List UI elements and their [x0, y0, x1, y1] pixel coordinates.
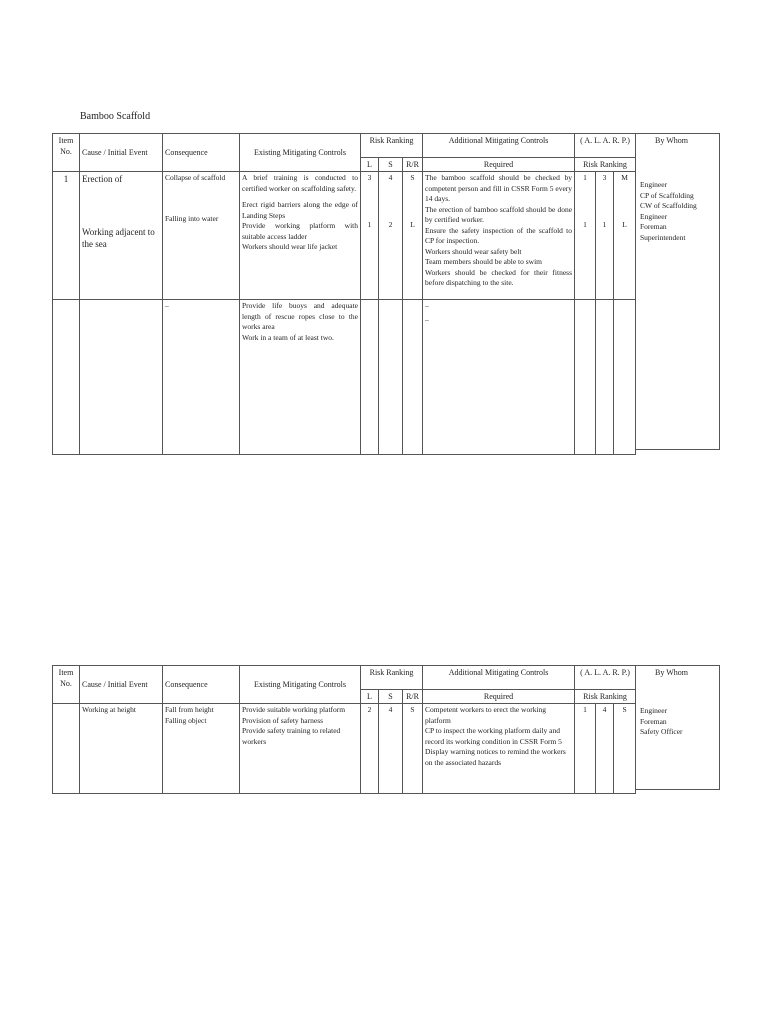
header-risk-ranking: Risk Ranking — [361, 666, 423, 690]
consequence-cell — [163, 172, 240, 300]
alarp-l: 1 — [575, 704, 596, 794]
by-whom-item: Engineer — [640, 706, 668, 715]
existing-control: Provide working platform with suitable access ladder — [242, 221, 358, 241]
existing-control: Provide suitable working platform — [242, 705, 346, 715]
consequence-item: Falling object — [165, 715, 207, 725]
existing-control: Erect rigid barriers along the edge of Landing Steps — [242, 200, 358, 220]
additional-control: Workers should wear safety belt — [425, 246, 522, 256]
cause-cell: Working at height — [80, 704, 163, 794]
additional-control: Workers should be checked for their fitness before dispatching to the site. — [425, 267, 573, 288]
by-whom-item: Safety Officer — [640, 727, 683, 736]
additional-control: Team members should be able to swim — [425, 257, 542, 267]
by-whom-item: Foreman — [640, 222, 667, 231]
existing-control: Provide life buoys and adequate length of rescue ropes close to the works area — [242, 301, 358, 332]
by-whom-header-1: By Whom — [655, 136, 688, 145]
cause-working-adjacent: Working adjacent to the sea — [82, 226, 155, 250]
header-rr: R/R — [403, 690, 423, 704]
additional-control: Ensure the safety inspection of the scaffold to CP for inspection. — [425, 225, 573, 246]
existing-control: Provide safety training to related workers — [242, 726, 341, 746]
by-whom-item: Engineer — [640, 211, 668, 221]
header-alarp: ( A. L. A. R. P.) — [575, 666, 636, 690]
table-1-right-border — [635, 133, 720, 450]
risk-rr: S — [403, 704, 423, 794]
header-existing: Existing Mitigating Controls — [240, 134, 361, 172]
risk-rr: S L — [403, 172, 423, 300]
alarp-l: 1 1 — [575, 172, 596, 300]
existing-control: Workers should wear life jacket — [242, 242, 338, 252]
header-risk-ranking: Risk Ranking — [361, 134, 423, 158]
header-risk-ranking-2: Risk Ranking — [575, 158, 636, 172]
header-risk-ranking-2: Risk Ranking — [575, 690, 636, 704]
existing-cell-continued — [240, 300, 361, 455]
item-no: 1 — [53, 172, 80, 300]
additional-control: CP to inspect the working platform daily and record its working condition in CSSR Form 5 — [425, 726, 562, 746]
consequence-falling-water: Falling into water — [165, 213, 219, 223]
additional-cell — [423, 704, 575, 794]
header-l: L — [361, 158, 379, 172]
cause-erection: Erection of — [82, 174, 123, 185]
by-whom-item: Superintendent — [640, 232, 686, 242]
header-consequence: Consequence — [163, 666, 240, 704]
header-l: L — [361, 690, 379, 704]
header-cause: Cause / Initial Event — [80, 666, 163, 704]
existing-control: Provision of safety harness — [242, 715, 324, 725]
additional-control: Competent workers to erect the working platform — [425, 705, 547, 725]
header-rr: R/R — [403, 158, 423, 172]
header-cause: Cause / Initial Event — [80, 134, 163, 172]
additional-control: The bamboo scaffold should be checked by competent person and fill in CSSR Form 5 every 14 days. — [425, 173, 573, 204]
header-consequence: Consequence — [163, 134, 240, 172]
header-additional: Additional Mitigating Controls — [423, 134, 575, 158]
by-whom-item: CW of Scaffolding — [640, 201, 697, 210]
header-existing: Existing Mitigating Controls — [240, 666, 361, 704]
by-whom-item: Foreman — [640, 716, 667, 726]
existing-control: A brief training is conducted to certified worker on scaffolding safety. — [242, 173, 358, 193]
additional-cell — [423, 172, 575, 300]
risk-table-1: Item No. Cause / Initial Event Consequence Existing Mitigating Controls Risk Ranking Additional Mitigating Controls ( A. L. A. R. P.) L S R/R Required Risk Ranking 1 Erection of Working adjacent to the sea Collapse of scaffold Falling into water A brief training is conducted to certified worker on scaffolding safety. Erect rigid barriers along the edge of Landing Steps Provide working platform with suitable access ladder Workers should wear life jacket 3 1 4 2 S L The bamboo scaffold should be checked by competent person and fill in CSSR Form 5 every 14 days. The erection of bamboo scaffold should be done by certified worker. Ensure the safety inspection of the scaffold to CP for inspection. Workers should wear safety belt Team members should be able to swim Workers should be checked for their fitness before dispatching to the site. 1 1 3 1 M L – Provide life buoys and adequate length of rescue ropes close to the works area Work in a team of at least two. – – — [52, 133, 636, 455]
risk-l: 2 — [361, 704, 379, 794]
header-alarp: ( A. L. A. R. P.) — [575, 134, 636, 158]
header-required: Required — [423, 158, 575, 172]
existing-cell — [240, 172, 361, 300]
risk-l: 3 1 — [361, 172, 379, 300]
existing-control: Work in a team of at least two. — [242, 332, 334, 342]
document-title: Bamboo Scaffold — [80, 111, 151, 122]
header-additional: Additional Mitigating Controls — [423, 666, 575, 690]
existing-cell — [240, 704, 361, 794]
cause-cell — [80, 172, 163, 300]
alarp-s: 3 1 — [596, 172, 614, 300]
risk-table-2 — [52, 665, 636, 794]
by-whom-header-2: By Whom — [655, 668, 688, 677]
header-s: S — [379, 690, 403, 704]
alarp-rr: M L — [614, 172, 636, 300]
alarp-rr: S — [614, 704, 636, 794]
risk-s: 4 2 — [379, 172, 403, 300]
alarp-s: 4 — [596, 704, 614, 794]
additional-control: The erection of bamboo scaffold should be done by certified worker. — [425, 204, 573, 225]
table-2-right-border — [635, 665, 720, 790]
header-s: S — [379, 158, 403, 172]
by-whom-item: Engineer — [640, 180, 668, 189]
by-whom-item: CP of Scaffolding — [640, 190, 694, 200]
consequence-cell — [163, 704, 240, 794]
consequence-collapse: Collapse of scaffold — [165, 173, 226, 183]
header-item: Item No. — [53, 666, 80, 704]
header-required: Required — [423, 690, 575, 704]
consequence-item: Fall from height — [165, 705, 214, 715]
risk-s: 4 — [379, 704, 403, 794]
additional-control: Display warning notices to remind the workers on the associated hazards — [425, 747, 566, 767]
header-item: Item No. — [53, 134, 80, 172]
